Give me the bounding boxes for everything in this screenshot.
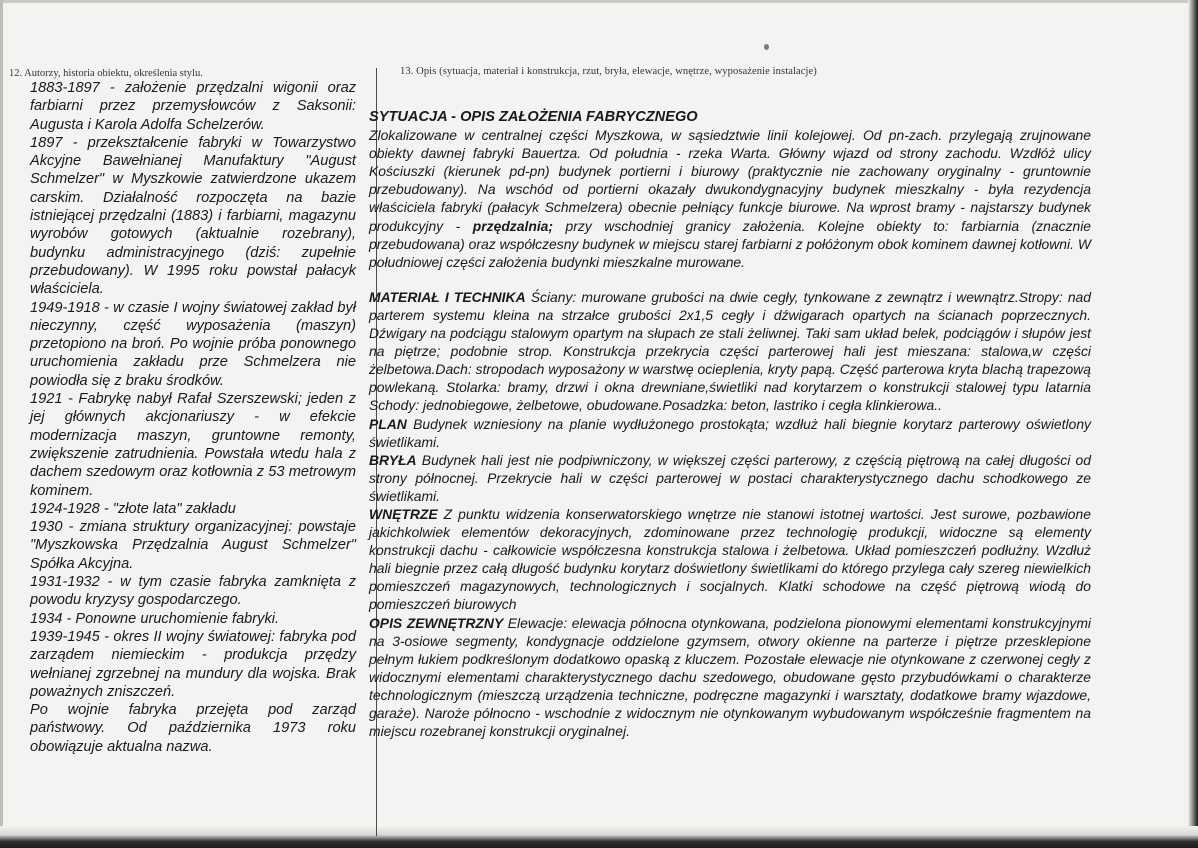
history-entry: 1949-1918 - w czasie I wojny światowej zakład był nieczynny, część wyposażenia (maszyn) przetopiono na broń. Po wojnie próba ponownego uruchomienia zakładu prze Schmelzera nie powiodła się z braku środków.: [30, 299, 356, 389]
page-edge-top: [0, 0, 1198, 3]
punch-dot: [764, 44, 769, 50]
material-paragraph: [369, 288, 1091, 415]
history-entry: 1939-1945 - okres II wojny światowej: fabryka pod zarządem niemieckim - produkcja przędzy wełnianej zgrzebnej na mundury dla wojska. Brak poważnych zniszczeń.: [30, 628, 356, 700]
interior-label: WNĘTRZE: [369, 505, 438, 522]
massing-label: BRYŁA: [369, 451, 417, 468]
material-label: MATERIAŁ I TECHNIKA: [369, 288, 526, 305]
page-edge-left: [0, 0, 3, 848]
description-column: [369, 108, 1091, 740]
massing-paragraph: [369, 451, 1091, 505]
exterior-label: OPIS ZEWNĘTRZNY: [369, 614, 504, 631]
plan-paragraph: [369, 415, 1091, 451]
exterior-paragraph: [369, 614, 1091, 741]
page-edge-bottom: [0, 826, 1198, 848]
history-entry: Po wojnie fabryka przejęta pod zarząd państwowy. Od października 1973 roku obowiązuje aktualna nazwa.: [30, 702, 356, 755]
history-entry: 1897 - przekształcenie fabryki w Towarzystwo Akcyjne Bawełnianej Manufaktury "August Schmelzer" w Myszkowie zatwierdzone ukazem carskim. Działalność rozpoczęta na bazie istniejącej przędzalni (1883) i farbiarni, magazynu wyrobów gotowych (aktualnie rozebrany), budynku administracyjnego (dziś: zupełnie przebudowany). W 1995 roku powstał pałacyk właściciela.: [30, 134, 356, 298]
section-13-heading: 13. Opis (sytuacja, materiał i konstrukcja, rzut, bryła, elewacje, wnętrze, wyposażenie instalacje): [400, 66, 817, 77]
history-entry: 1931-1932 - w tym czasie fabryka zamknięta z powodu kryzysy gospodarczego.: [30, 574, 356, 609]
description-title: SYTUACJA - OPIS ZAŁOŻENIA FABRYCZNEGO: [369, 109, 698, 125]
massing-text: Budynek hali jest nie podpiwniczony, w większej części parterowy, z częścią piętrową na całej długości od strony północnej. Przekrycie hali w części parterowej w postaci charakterystycznego dachu schodkowego ze świetlikami.: [369, 451, 1091, 504]
exterior-text: Elewacje: elewacja północna otynkowana, podzielona pionowymi elementami konstrukcyjnymi na 3-osiowe segmenty, kondygnacje oddzielone gzymsem, otwory okienne na parterze i piętrze przesklepione pełnym łukiem podkreślonym dodatkowo opaską z kluczem. Pozostałe elewacje nie otynkowane z czerwonej cegły z widocznymi elementami charakterystycznego dachu szedowego, obudowane gęsto przybudówkami o charakterze technologicznym (mieszczą urządzenia techniczne, podręczne magazynki i warsztaty, dodatkowe bramy wjazdowe, garaże). Naroże północno - wschodnie z widocznym nie otynkowanym wybudowanym współcześnie fragmentem na miejscu rozebranej konstrukcji oryginalnej.: [369, 614, 1091, 740]
history-entry: 1930 - zmiana struktury organizacyjnej: powstaje "Myszkowska Przędzalnia August Schmelzer" Spółka Akcyjna.: [30, 519, 356, 572]
section-gap: [369, 271, 1091, 288]
situation-paragraph: [369, 126, 1091, 271]
page-edge-right: [1188, 0, 1198, 848]
history-entry: 1934 - Ponowne uruchomienie fabryki.: [30, 610, 280, 627]
history-entry: 1883-1897 - założenie przędzalni wigonii oraz farbiarni przez przemysłowców z Saksonii: Augusta i Karola Adolfa Schelzerów.: [30, 80, 356, 133]
plan-label: PLAN: [369, 415, 407, 432]
situation-bold-term: przędzalnia;: [472, 217, 554, 234]
section-12-heading: 12. Autorzy, historia obiektu, określenia stylu.: [9, 68, 203, 79]
history-column: [30, 79, 356, 756]
situation-text-2: przy wschodniej granicy założenia. Kolejne obiekty to: farbiarnia (znacznie przebudowana) oraz współczesny budynek w miejscu starej farbiarni z połóżonym obok kominem dawnej kotłowni. W południowej części założenia budynki mieszkalne murowane.: [369, 217, 1092, 270]
history-entry: 1921 - Fabrykę nabył Rafał Szerszewski; jeden z jej głównych akcjonariuszy - w efekcie modernizacja maszyn, gruntowne remonty, zwiększenie zatrudnienia. Powstała wtedu hala z dachem szedowym oraz kotłownia z 53 metrowym kominem.: [30, 391, 356, 499]
material-text: Ściany: murowane grubości na dwie cegły, tynkowane z zewnątrz i wewnątrz.Stropy: nad parterem systemu kleina na strzałce grubości 2x1,5 cegły i dźwigarach opartych na ścianach poprzecznych. Dźwigary na podciągu stalowym opartym na słupach ze stali żeliwnej. Taki sam układ belek, podciągów i słupów jest na piętrze; podobnie strop. Konstrukcja przekrycia części parterowej hali jest mieszana: stalowa,w części żelbetowa.Dach: stropodach wyposażony w warstwę ocieplenia, kryty papą. Część parterowa kryta blachą trapezową powlekaną. Stolarka: bramy, drzwi i okna drewniane,świetliki nad korytarzem o konstrukcji stalowej typu latarnia Schody: jednobiegowe, żelbetowe, obudowane.Posadzka: beton, lastriko i cegła klinkierowa..: [369, 288, 1091, 414]
situation-text-1: Zlokalizowane w centralnej części Myszkowa, w sąsiedztwie linii kolejowej. Od pn-zach. przylegają zrujnowane obiekty dawnej fabryki Bauertza. Od południa - rzeka Warta. Główny wjazd od strony zachodu. Wzdłóż ulicy Kościuszki (kierunek pd-pn) budynek portierni i biurowy (praktycznie nie zachowany oryginalny - gruntownie przebudowany). Na wschód od portierni okazały dwukondygnacyjny budynek mieszkalny - była rezydencja właściciela fabryki (pałacyk Schmelzera) obecnie pełniący funkcje biurowe. Na wprost bramy - najstarszy budynek produkcyjny -: [369, 127, 1091, 234]
interior-text: Z punktu widzenia konserwatorskiego wnętrze nie stanowi istotnej wartości. Jest surowe, pozbawione jakichkolwiek elementów dekoracyjnych, zdominowane przez technologię produkcji, widoczne są elementy konstrukcji dachu - całkowicie współczesna konstrukcja stalowa i żelbetowa. Układ pomieszczeń podłużny. Wzdłuż hali biegnie przez całą długość budynku korytarz doświetlony świetlikami do którego przylega cały szereg niewielkich pomieszczeń magazynowych, technologicznych i socjalnych. Klatki schodowe na część piętrową wiodą do pomieszczeń biurowych: [369, 505, 1091, 613]
history-entry: 1924-1928 - "złote lata" zakładu: [30, 500, 236, 517]
plan-text: Budynek wzniesiony na planie wydłużonego prostokąta; wzdłuż hali biegnie korytarz parterowy oświetlony świetlikami.: [369, 415, 1091, 450]
interior-paragraph: [369, 505, 1091, 614]
